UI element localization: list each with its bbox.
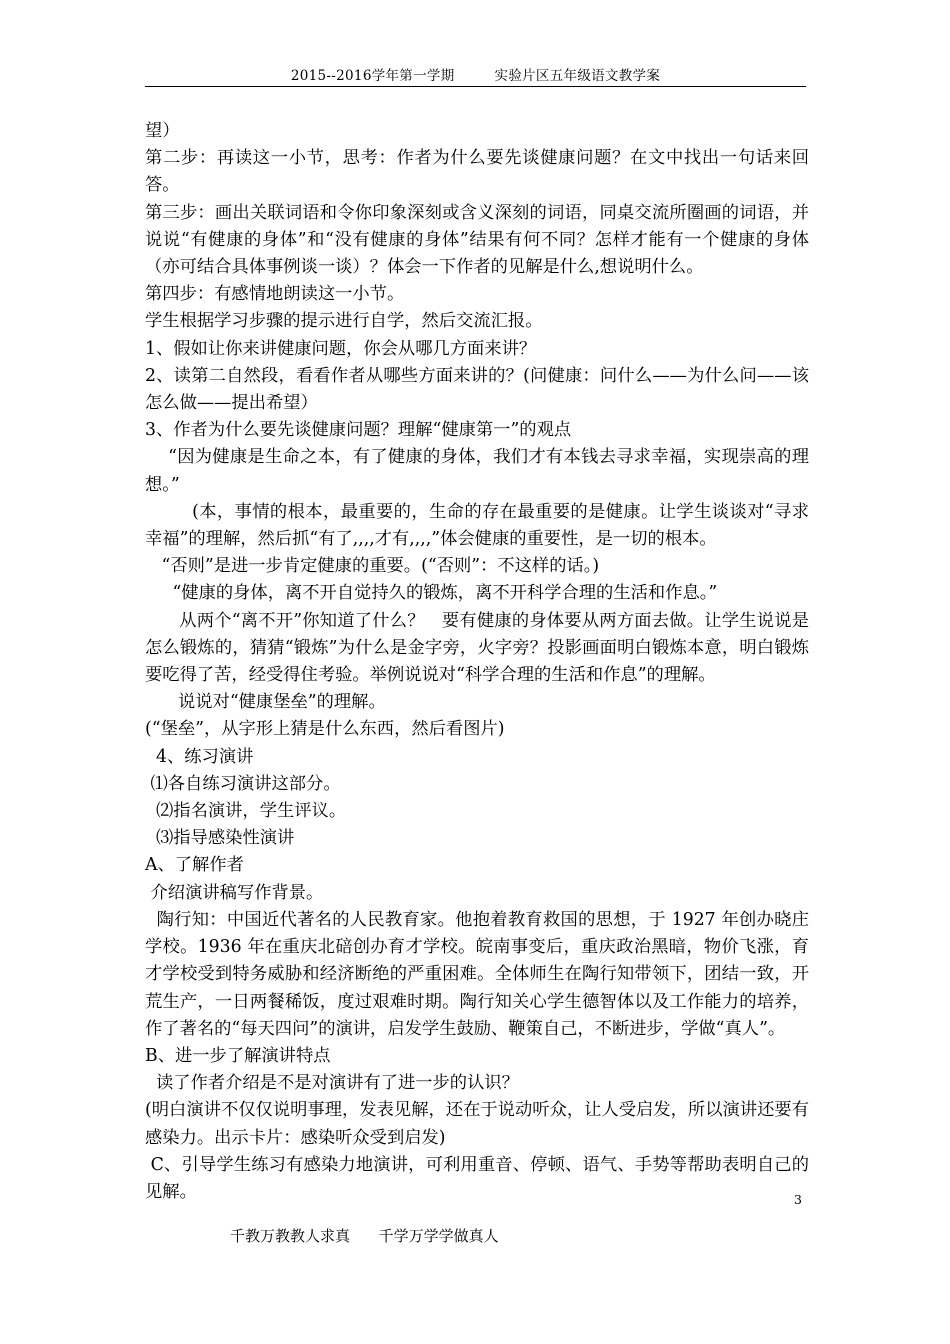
paragraph: (明白演讲不仅仅说明事理，发表见解，还在于说动听众，让人受启发，所以演讲还要有感染力。出示卡片：感染听众受到启发): [145, 1100, 809, 1148]
paragraph: “否则”是进一步肯定健康的重要。(“否则”：不这样的话。): [145, 556, 600, 577]
paragraph: ⑶指导感染性演讲: [145, 828, 295, 849]
paragraph: 介绍演讲稿写作背景。: [145, 882, 324, 903]
paragraph: 读了作者介绍是不是对演讲有了进一步的认识？: [145, 1073, 519, 1094]
paragraph: 4、练习演讲: [145, 746, 254, 767]
page-header: [145, 66, 806, 87]
paragraph: 第二步：再读这一小节，思考：作者为什么要先谈健康问题？在文中找出一句话来回答。: [145, 148, 809, 196]
paragraph: 说说对“健康堡垒”的理解。: [145, 692, 386, 713]
paragraph: A、了解作者: [145, 855, 244, 876]
paragraph: 第三步：画出关联词语和令你印象深刻或含义深刻的词语，同桌交流所圈画的词语，并说说“有健康的身体”和“没有健康的身体”结果有何不同？怎样才能有一个健康的身体（亦可结合具体事例谈一谈）？体会一下作者的见解是什么,想说明什么。: [145, 202, 809, 278]
paragraph: “因为健康是生命之本，有了健康的身体，我们才有本钱去寻求幸福，实现崇高的理想。”: [145, 447, 809, 495]
document-body: [145, 118, 809, 1206]
footer-motto-left: 千教万教教人求真: [230, 1227, 351, 1245]
paragraph: 学生根据学习步骤的提示进行自学，然后交流汇报。: [145, 311, 543, 332]
paragraph: C、引导学生练习有感染力地演讲，可利用重音、停顿、语气、手势等帮助表明自己的见解。: [145, 1154, 809, 1202]
paragraph: (本，事情的根本，最重要的，生命的存在最重要的是健康。让学生谈谈对“寻求幸福”的理解，然后抓“有了,,,,才有,,,,”体会健康的重要性，是一切的根本。: [145, 501, 809, 550]
paragraph: 望）: [145, 121, 180, 141]
paragraph: 陶行知：中国近代著名的人民教育家。他抱着教育救国的思想，于 1927 年创办晓庄学校。1936 年在重庆北碚创办育才学校。皖南事变后，重庆政治黑暗，物价飞涨，育才学校受到特务威胁和经济断绝的严重困难。全体师生在陶行知带领下，团结一致，开荒生产，一日两餐稀饭，度过艰难时期。陶行知关心学生德智体以及工作能力的培养，作了著名的“每天四问”的演讲，启发学生鼓励、鞭策自己，不断进步，学做“真人”。: [145, 909, 809, 1039]
paragraph: 1、假如让你来讲健康问题，你会从哪几方面来讲？: [145, 338, 537, 359]
paragraph: ⑴各自练习演讲这部分。: [145, 773, 341, 794]
paragraph: B、进一步了解演讲特点: [145, 1045, 331, 1066]
paragraph: 3、作者为什么要先谈健康问题？理解“健康第一”的观点: [145, 420, 572, 441]
paragraph: “健康的身体，离不开自觉持久的锻炼，离不开科学合理的生活和作息。”: [145, 583, 718, 604]
paragraph: (“堡垒”，从字形上猜是什么东西，然后看图片): [145, 719, 505, 740]
page-number: 3: [794, 1192, 802, 1207]
paragraph: 从两个“离不开”你知道了什么？ 要有健康的身体要从两方面去做。让学生说说是怎么锻炼的，猜猜“锻炼”为什么是金字旁，火字旁？投影画面明白锻炼本意，明白锻炼要吃得了苦，经受得住考验。举例说说对“科学合理的生活和作息”的理解。: [145, 610, 809, 686]
paragraph: 第四步：有感情地朗读这一小节。: [145, 284, 405, 305]
footer-motto-right: 千学万学学做真人: [378, 1227, 499, 1245]
paragraph: 2、读第二自然段，看看作者从哪些方面来讲的？(问健康：问什么——为什么问——该怎么做——提出希望）: [145, 365, 809, 414]
header-title: 实验片区五年级语文教学案: [494, 68, 661, 84]
header-school-year: 2015--2016学年第一学期: [290, 68, 455, 84]
page-footer: [230, 1225, 499, 1247]
paragraph: ⑵指名演讲，学生评议。: [145, 801, 347, 822]
